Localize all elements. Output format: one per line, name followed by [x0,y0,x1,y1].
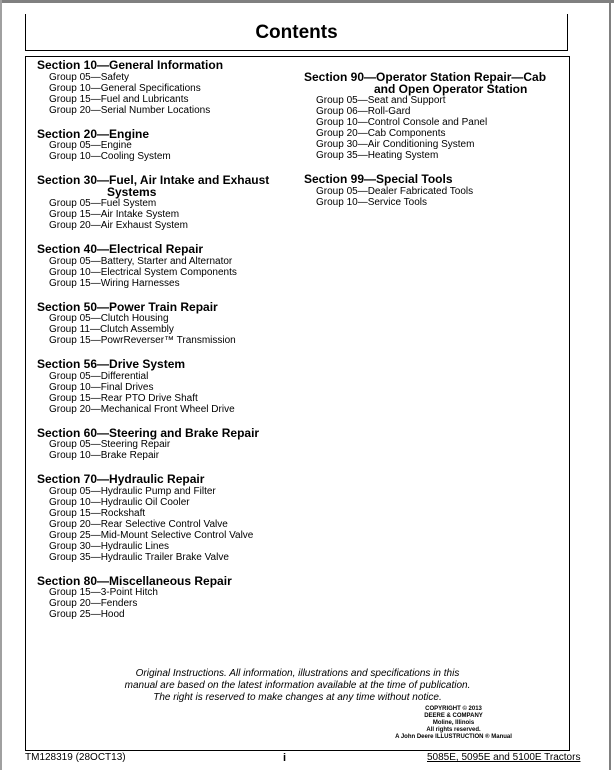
section-heading[interactable] [37,573,297,588]
group-entry[interactable]: Group 15—Rear PTO Drive Shaft [49,392,198,404]
group-entry[interactable]: Group 05—Battery, Starter and Alternator [49,255,233,267]
section-heading-line: and Open Operator Station [374,81,528,96]
section-heading-line: Systems [107,184,157,199]
group-entry[interactable]: Group 10—Brake Repair [49,450,160,461]
section-heading[interactable] [37,474,297,486]
section-heading[interactable] [304,174,566,186]
group-entry[interactable]: Group 15—3-Point Hitch [49,587,158,598]
group-entry[interactable]: Group 30—Hydraulic Lines [49,540,170,552]
group-entry[interactable]: Group 10—General Specifications [49,82,201,94]
group-entry[interactable]: Group 05—Clutch Housing [49,313,169,324]
group-entry[interactable]: Group 20—Rear Selective Control Valve [49,518,228,530]
notice-line: The right is reserved to make changes at any time without notice. [153,692,442,703]
toc-section [304,72,566,161]
section-heading-line: Section 56—Drive System [37,357,186,371]
group-entry[interactable]: Group 05—Hydraulic Pump and Filter [49,485,216,497]
toc-section [37,126,297,163]
contents-box [25,56,570,751]
window-frame-left [0,0,2,770]
copyright-line: All rights reserved. [426,727,481,733]
section-heading[interactable] [304,72,566,95]
group-entry[interactable]: Group 20—Mechanical Front Wheel Drive [49,403,235,415]
section-heading[interactable] [37,60,297,72]
group-entry[interactable]: Group 05—Safety [49,71,130,83]
section-heading-line: Section 50—Power Train Repair [37,299,218,314]
section-heading[interactable] [37,425,297,440]
section-heading-line: Section 30—Fuel, Air Intake and Exhaust [37,173,270,187]
toc-section [37,244,297,289]
toc-section [37,425,297,462]
section-heading-line: Section 40—Electrical Repair [37,242,204,256]
group-entry[interactable]: Group 20—Air Exhaust System [49,220,188,231]
group-entry[interactable]: Group 05—Differential [49,370,149,382]
group-entry[interactable]: Group 15—Air Intake System [49,209,180,220]
window-frame-top [0,0,614,3]
page-title: Contents [255,22,338,43]
right-column [304,72,566,221]
section-heading[interactable] [37,359,297,371]
group-entry[interactable]: Group 05—Fuel System [49,198,157,209]
footer-page-number: i [283,752,287,764]
group-entry[interactable]: Group 06—Roll-Gard [316,106,411,117]
toc-section [304,174,566,208]
title-box [25,14,568,51]
section-heading[interactable] [37,299,297,314]
section-heading[interactable] [37,244,297,256]
group-entry[interactable]: Group 10—Electrical System Components [49,266,237,278]
notice-line: Original Instructions. All information, illustrations and specifications in this [135,668,460,679]
group-entry[interactable]: Group 10—Hydraulic Oil Cooler [49,496,190,508]
group-entry[interactable]: Group 11—Clutch Assembly [49,324,174,335]
group-entry[interactable]: Group 20—Cab Components [316,128,446,139]
copyright-line: DEERE & COMPANY [424,713,483,719]
copyright-line: COPYRIGHT © 2013 [425,706,482,712]
group-entry[interactable]: Group 10—Final Drives [49,381,154,393]
section-heading-line: Section 60—Steering and Brake Repair [37,425,260,440]
group-entry[interactable]: Group 05—Seat and Support [316,95,446,106]
left-column [37,60,297,633]
copyright-block [396,706,511,741]
window-frame-right [609,0,611,770]
group-entry[interactable]: Group 15—PowrReverser™ Transmission [49,335,236,346]
toc-section [37,474,297,563]
group-entry[interactable]: Group 30—Air Conditioning System [316,139,475,150]
toc-section [37,175,297,231]
group-entry[interactable]: Group 05—Engine [49,140,132,151]
group-entry[interactable]: Group 05—Dealer Fabricated Tools [316,185,474,197]
group-entry[interactable]: Group 20—Serial Number Locations [49,104,211,116]
toc-section [37,60,297,116]
copyright-line: A John Deere ILLUSTRUCTION ® Manual [395,734,512,740]
group-entry[interactable]: Group 35—Hydraulic Trailer Brake Valve [49,551,229,563]
group-entry[interactable]: Group 10—Cooling System [49,151,171,162]
footer-product: 5085E, 5095E and 5100E Tractors [427,752,581,763]
group-entry[interactable]: Group 10—Control Console and Panel [316,117,488,128]
section-heading-line: Section 80—Miscellaneous Repair [37,573,232,588]
section-heading-line: Section 20—Engine [37,126,150,141]
notice-text [26,668,569,704]
section-heading-line: Section 70—Hydraulic Repair [37,472,205,486]
group-entry[interactable]: Group 15—Rockshaft [49,507,146,519]
group-entry[interactable]: Group 15—Wiring Harnesses [49,277,180,289]
footer-doc-id: TM128319 (28OCT13) [25,752,126,763]
group-entry[interactable]: Group 10—Service Tools [316,196,427,208]
section-heading-line: Section 90—Operator Station Repair—Cab [304,70,547,84]
toc-section [37,573,297,621]
toc-section [37,359,297,415]
section-heading[interactable] [37,126,297,141]
notice-line: manual are based on the latest information available at the time of publication. [124,680,471,691]
group-entry[interactable]: Group 35—Heating System [316,150,439,161]
section-heading[interactable] [37,175,297,198]
group-entry[interactable]: Group 15—Fuel and Lubricants [49,93,189,105]
section-heading-line: Section 99—Special Tools [304,172,453,186]
section-heading-line: Section 10—General Information [37,58,224,72]
group-entry[interactable]: Group 25—Mid-Mount Selective Control Valve [49,529,254,541]
toc-section [37,299,297,347]
group-entry[interactable]: Group 05—Steering Repair [49,439,171,450]
group-entry[interactable]: Group 25—Hood [49,609,125,620]
group-entry[interactable]: Group 20—Fenders [49,598,138,609]
copyright-line: Moline, Illinois [432,720,475,726]
